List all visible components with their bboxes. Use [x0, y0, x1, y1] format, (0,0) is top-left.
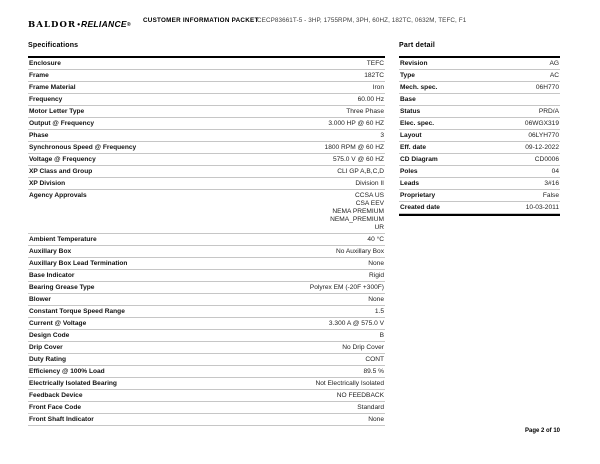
row-value-group — [68, 96, 384, 104]
row-value-group — [142, 144, 384, 152]
row-label: Mech. spec. — [400, 83, 438, 91]
row-value-group — [426, 108, 559, 116]
row-value-group — [55, 72, 384, 80]
table-row — [28, 130, 385, 142]
row-value: 04 — [551, 167, 559, 175]
row-value-group — [87, 404, 384, 412]
row-label: XP Class and Group — [29, 167, 93, 175]
row-value: None — [368, 259, 384, 267]
row-value: CONT — [365, 355, 384, 363]
row-value-group — [71, 180, 384, 188]
document-title: CUSTOMER INFORMATION PACKET — [143, 16, 259, 24]
row-label: Feedback Device — [29, 391, 83, 399]
row-label: Status — [400, 107, 421, 115]
row-label: Revision — [400, 59, 428, 67]
row-label: Electrically Isolated Bearing — [29, 379, 117, 387]
row-value-group — [75, 332, 384, 340]
row-label: Frequency — [29, 95, 63, 103]
table-row — [399, 106, 560, 118]
table-row — [28, 142, 385, 154]
table-row — [399, 130, 560, 142]
part-detail-section — [399, 42, 560, 216]
row-value-group — [100, 416, 384, 424]
row-label: Efficiency @ 100% Load — [29, 367, 105, 375]
part-detail-table — [399, 56, 560, 216]
row-value: None — [368, 415, 384, 423]
table-row — [399, 70, 560, 82]
row-value-group — [72, 356, 384, 364]
row-label: Design Code — [29, 331, 70, 339]
table-row — [399, 82, 560, 94]
row-value: Not Electrically Isolated — [315, 379, 384, 387]
row-value-group — [89, 392, 384, 400]
row-value: 3 — [380, 131, 384, 139]
row-value: 06H770 — [535, 83, 559, 91]
row-value: 1800 RPM @ 60 HZ — [324, 143, 384, 151]
row-value: CD0006 — [534, 155, 559, 163]
row-value: NEMA_PREMIUM — [330, 215, 384, 223]
row-value: PRD/A — [538, 107, 559, 115]
row-value-group — [54, 132, 384, 140]
table-row — [28, 166, 385, 178]
specifications-title: Specifications — [28, 42, 79, 49]
row-value-group — [80, 272, 384, 280]
table-row — [28, 118, 385, 130]
table-row — [28, 154, 385, 166]
row-value: 182TC — [364, 71, 384, 79]
row-label: Bearing Grease Type — [29, 283, 95, 291]
row-value-group — [440, 120, 559, 128]
row-value-group — [82, 84, 384, 92]
row-label: Duty Rating — [29, 355, 66, 363]
part-detail-title: Part detail — [399, 42, 436, 49]
row-label: Base — [400, 95, 416, 103]
row-label: XP Division — [29, 179, 66, 187]
table-row — [399, 178, 560, 190]
row-value-group — [69, 344, 384, 352]
row-value: NO FEEDBACK — [336, 391, 384, 399]
page-header — [28, 14, 578, 28]
row-value-group — [123, 380, 384, 388]
row-value: No Auxillary Box — [335, 247, 384, 255]
row-value-group — [77, 248, 384, 256]
row-value-group — [111, 368, 384, 376]
row-label: Current @ Voltage — [29, 319, 87, 327]
row-value-group — [425, 180, 559, 188]
row-value: 1.5 — [374, 307, 384, 315]
table-row — [28, 190, 385, 234]
table-row — [399, 166, 560, 178]
registered-trademark-icon: ® — [126, 22, 131, 28]
row-label: Motor Letter Type — [29, 107, 85, 115]
row-label: Auxillary Box — [29, 247, 72, 255]
row-value-group — [57, 296, 384, 304]
row-value: 40 °C — [367, 235, 384, 243]
row-value-group — [93, 192, 384, 232]
table-row — [28, 342, 385, 354]
row-value-group — [428, 132, 559, 140]
row-value: Three Phase — [346, 107, 384, 115]
row-value: None — [368, 295, 384, 303]
row-label: Blower — [29, 295, 51, 303]
table-row — [28, 366, 385, 378]
logo-text-baldor: BALDOR — [28, 20, 77, 30]
row-value-group — [432, 144, 559, 152]
table-row — [28, 318, 385, 330]
row-label: Output @ Frequency — [29, 119, 95, 127]
specifications-section — [28, 42, 385, 426]
table-row — [28, 354, 385, 366]
row-value-group — [421, 72, 559, 80]
row-value: 60.00 Hz — [357, 95, 384, 103]
row-label: Base Indicator — [29, 271, 75, 279]
row-value: 06LYH770 — [528, 131, 559, 139]
table-row — [28, 70, 385, 82]
table-row — [399, 190, 560, 202]
row-value: 3#16 — [544, 179, 559, 187]
row-value: 10-03-2011 — [525, 203, 559, 211]
row-value: UR — [374, 223, 384, 231]
row-value-group — [92, 320, 384, 328]
table-row — [28, 234, 385, 246]
table-row — [399, 202, 560, 214]
row-value-group — [103, 236, 384, 244]
row-label: Ambient Temperature — [29, 235, 97, 243]
row-label: Agency Approvals — [29, 191, 87, 199]
row-label: Poles — [400, 167, 418, 175]
row-value: B — [379, 331, 384, 339]
row-label: Drip Cover — [29, 343, 63, 351]
row-label: Voltage @ Frequency — [29, 155, 96, 163]
row-value-group — [446, 204, 559, 212]
row-value-group — [441, 192, 559, 200]
row-label: Synchronous Speed @ Frequency — [29, 143, 137, 151]
table-row — [399, 118, 560, 130]
row-value: Rigid — [368, 271, 384, 279]
part-description: CECP83661T-5 - 3HP, 1755RPM, 3PH, 60HZ, 182TC, 0632M, TEFC, F1 — [257, 16, 467, 24]
row-label: Created date — [400, 203, 440, 211]
row-label: CD Diagram — [400, 155, 438, 163]
table-row — [28, 306, 385, 318]
table-row — [399, 142, 560, 154]
row-label: Frame — [29, 71, 49, 79]
row-value: No Drip Cover — [342, 343, 384, 351]
row-value: 09-12-2022 — [525, 143, 559, 151]
row-label: Front Shaft Indicator — [29, 415, 94, 423]
row-value-group — [102, 156, 384, 164]
row-value: False — [542, 191, 559, 199]
table-row — [28, 258, 385, 270]
row-value-group — [90, 108, 384, 116]
row-label: Elec. spec. — [400, 119, 435, 127]
row-value: 89.5 % — [363, 367, 384, 375]
table-row — [28, 246, 385, 258]
table-row — [28, 58, 385, 70]
row-label: Phase — [29, 131, 49, 139]
row-label: Auxillary Box Lead Termination — [29, 259, 128, 267]
table-row — [28, 378, 385, 390]
specifications-table — [28, 56, 385, 426]
row-value: CSA EEV — [355, 199, 384, 207]
row-value-group — [100, 120, 384, 128]
row-label: Proprietary — [400, 191, 436, 199]
row-value-group — [424, 168, 559, 176]
row-value: 3.000 HP @ 60 HZ — [328, 119, 384, 127]
row-value: Division II — [355, 179, 384, 187]
row-value — [422, 96, 559, 104]
row-value: 3.300 A @ 575.0 V — [328, 319, 384, 327]
table-row — [28, 282, 385, 294]
table-row — [28, 94, 385, 106]
table-row — [28, 82, 385, 94]
row-value-group — [443, 84, 559, 92]
table-row — [28, 390, 385, 402]
table-row — [28, 330, 385, 342]
row-label: Eff. date — [400, 143, 427, 151]
row-value: Iron — [372, 83, 384, 91]
baldor-reliance-logo — [28, 14, 131, 32]
row-value-group — [422, 96, 559, 104]
logo-text-reliance: RELIANCE — [81, 19, 127, 29]
table-row — [28, 414, 385, 426]
table-row — [28, 178, 385, 190]
row-value-group — [131, 308, 384, 316]
logo-dot-separator: • — [77, 20, 81, 29]
table-row — [399, 94, 560, 106]
row-value-group — [133, 260, 384, 268]
table-row — [399, 58, 560, 70]
table-row — [28, 294, 385, 306]
row-value: CLI GP A,B,C,D — [337, 167, 384, 175]
row-value-group — [67, 60, 384, 68]
page-number: Page 2 of 10 — [524, 428, 560, 434]
row-value: AG — [549, 59, 559, 67]
row-label: Front Face Code — [29, 403, 82, 411]
row-value-group — [98, 168, 384, 176]
row-value: NEMA PREMIUM — [332, 207, 384, 215]
row-label: Enclosure — [29, 59, 61, 67]
row-value: AC — [549, 71, 559, 79]
row-label: Type — [400, 71, 415, 79]
row-value: 575.0 V @ 60 HZ — [332, 155, 384, 163]
table-row — [28, 270, 385, 282]
row-value: Polyrex EM (-20F +300F) — [309, 283, 384, 291]
row-value-group — [100, 284, 384, 292]
row-value: TEFC — [366, 59, 384, 67]
row-value: CCSA US — [355, 191, 384, 199]
row-label: Layout — [400, 131, 422, 139]
row-value-group — [444, 156, 559, 164]
row-label: Constant Torque Speed Range — [29, 307, 125, 315]
table-row — [28, 402, 385, 414]
table-row — [28, 106, 385, 118]
table-row — [399, 154, 560, 166]
row-value: Standard — [357, 403, 384, 411]
row-value-group — [433, 60, 559, 68]
row-value: 06WGX319 — [524, 119, 559, 127]
row-label: Frame Material — [29, 83, 76, 91]
row-label: Leads — [400, 179, 420, 187]
